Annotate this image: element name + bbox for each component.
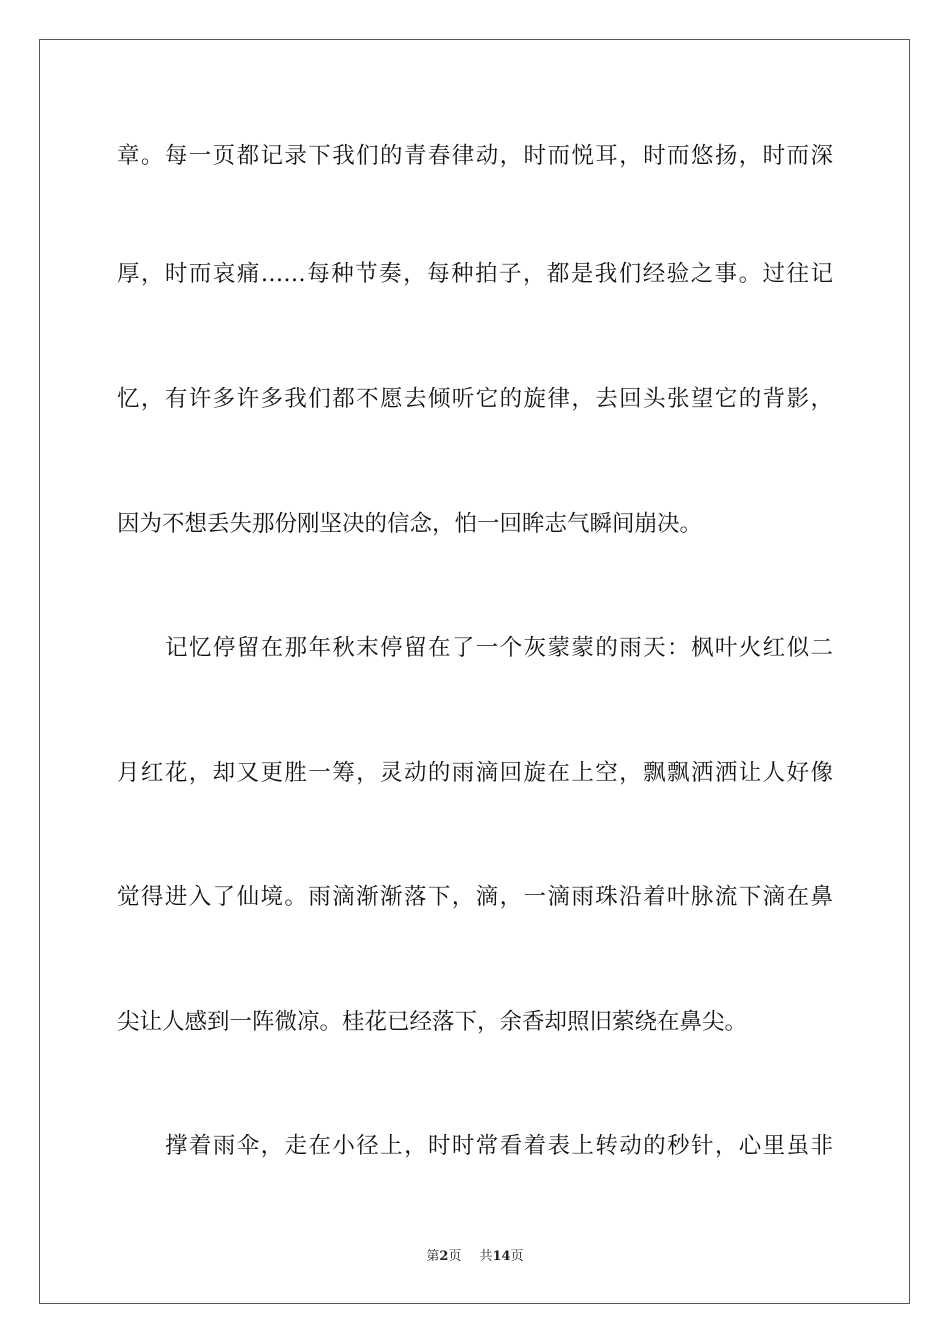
text-line-4: 因为不想丢失那份刚坚决的信念，怕一回眸志气瞬间崩决。	[117, 511, 703, 537]
text-line-3: 忆，有许多许多我们都不愿去倾听它的旋律，去回头张望它的背影，	[117, 386, 833, 412]
text-line-9: 撑着雨伞，走在小径上，时时常看着表上转动的秒针，心里虽非	[165, 1133, 833, 1159]
footer-total-prefix: 共	[479, 1249, 493, 1264]
footer-page-prefix: 第	[426, 1249, 440, 1264]
text-line-6: 月红花，却又更胜一筹，灵动的雨滴回旋在上空，飘飘洒洒让人好像	[117, 760, 833, 786]
text-line-7: 觉得进入了仙境。雨滴渐渐落下，滴，一滴雨珠沿着叶脉流下滴在鼻	[117, 884, 833, 910]
footer-total-pages: 14	[492, 1249, 511, 1264]
footer-total-suffix: 页	[510, 1249, 524, 1264]
page-border	[39, 39, 910, 1304]
text-line-5: 记忆停留在那年秋末停留在了一个灰蒙蒙的雨天：枫叶火红似二	[165, 635, 833, 661]
footer-page-suffix: 页	[448, 1249, 462, 1264]
text-line-1: 章。每一页都记录下我们的青春律动，时而悦耳，时而悠扬，时而深	[117, 143, 833, 169]
text-line-2: 厚，时而哀痛……每种节奏，每种拍子，都是我们经验之事。过往记	[117, 261, 833, 287]
footer-page-number: 2	[439, 1249, 449, 1264]
text-line-8: 尖让人感到一阵微凉。桂花已经落下，余香却照旧萦绕在鼻尖。	[117, 1009, 748, 1035]
page-footer	[0, 1245, 950, 1264]
